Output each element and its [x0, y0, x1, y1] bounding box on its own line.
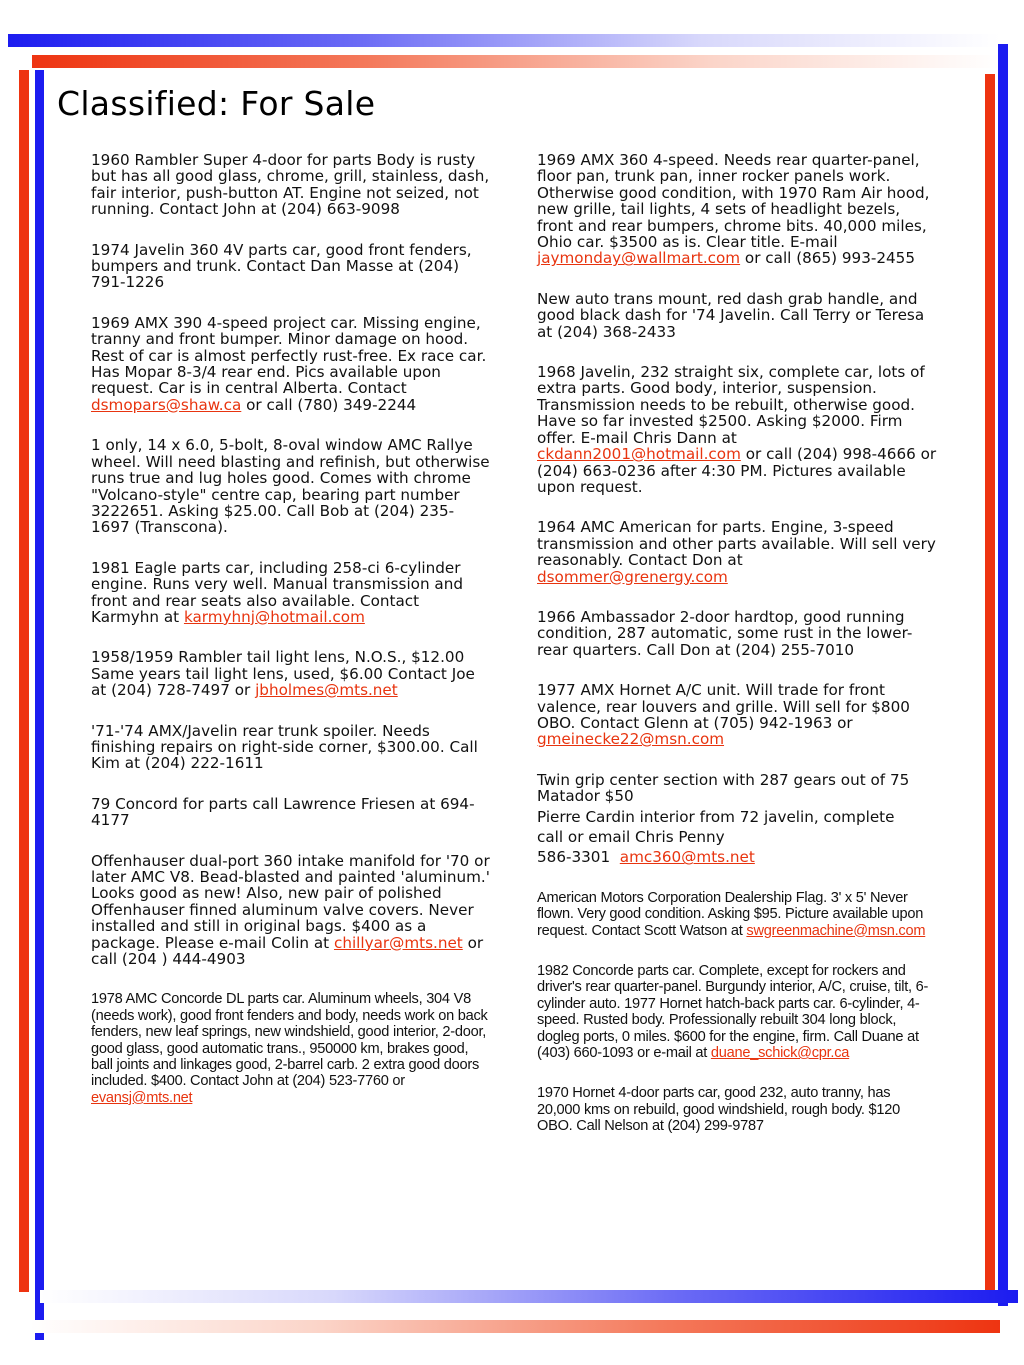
right-red-stripe [985, 74, 995, 1292]
ad-text: 1969 AMX 390 4-speed project car. Missing engine, tranny and front bumper. Minor damage on hood. Rest of car is almost perfectly rust-free. Ex race car. Has Mopar 8-3/4 rear end. Pics available upon request. Car is in central Alberta. Contact [91, 313, 487, 398]
left-ad-column [91, 152, 491, 1130]
ad-text: American Motors Corporation Dealership Flag. 3' x 5' Never flown. Very good condition. Asking $95. Picture available upon request. Contact Scott Watson at [537, 889, 924, 939]
ad-text: Offenhauser dual-port 360 intake manifold for '70 or later AMC V8. Bead-blasted and painted 'aluminum.' Looks good as new! Also, new pair of polished Offenhauser finned aluminum valve covers. Never installed and still in original bags. $400 as a package. Please e-mail Colin at [91, 851, 490, 952]
classified-ad [537, 890, 937, 939]
classified-ad [91, 649, 491, 698]
bottom-red-stripe [30, 1320, 1000, 1333]
email-link[interactable]: evansj@mts.net [91, 1089, 193, 1106]
left-red-stripe [19, 70, 29, 1292]
ad-text: 1978 AMC Concorde DL parts car. Aluminum wheels, 304 V8 (needs work), good front fenders and body, needs work on back fenders, new leaf springs, new windshield, good interior, 2-door, good glass, good automatic trans., 950000 km, brakes good, ball joints and linkages good, 2-barrel carb. 2 extra good doors included. $400. Contact John at (204) 523-7760 or [91, 991, 488, 1090]
ad-text: 1982 Concorde parts car. Complete, except for rockers and driver's rear quarter-panel. Burgundy interior, A/C, cruise, tilt, 6-cylinder auto. 1977 Hornet hatch-back parts car. 6-cylinder, 4-speed. Rusted body. Professionally rebuilt 304 long block, dogleg ports, 0 miles. $600 for the engine, firm. Call Duane at (403) 660-1093 or e-mail at [537, 963, 929, 1062]
page-title: Classified: For Sale [57, 84, 376, 123]
ad-text: 1969 AMX 360 4-speed. Needs rear quarter-panel, floor pan, trunk pan, inner rocker panels work. Otherwise good condition, with 1970 Ram Air hood, new grille, tail lights, 4 sets of headlight bezels, front and rear bumpers, chrome bits. 40,000 miles, Ohio car. $3500 as is. Clear title. E-mail [537, 151, 930, 252]
classified-ad [91, 723, 491, 772]
classified-ad [537, 291, 937, 340]
classified-ad [537, 829, 937, 845]
ad-text: New auto trans mount, red dash grab handle, and good black dash for '74 Javelin. Call Terry or Teresa at (204) 368-2433 [537, 289, 925, 341]
ad-text: 1977 AMX Hornet A/C unit. Will trade for front valence, rear louvers and grille. Will sell for $800 OBO. Contact Glenn at (705) 942-1963 or [537, 681, 910, 732]
classified-ad [537, 519, 937, 585]
classified-ad [537, 849, 937, 865]
classified-ad [91, 853, 491, 968]
email-link[interactable]: amc360@mts.net [619, 848, 755, 867]
ad-text: 1981 Eagle parts car, including 258-ci 6-cylinder engine. Runs very well. Manual transmission and front and rear seats also available. Contact Karmyhn at [91, 558, 464, 626]
classified-ad [537, 963, 937, 1061]
ad-text-after: or call (204) 998-4666 or (204) 663-0236 after 4:30 PM. Pictures available upon request. [537, 445, 937, 496]
email-link[interactable]: karmyhnj@hotmail.com [183, 607, 365, 626]
classified-ad [91, 991, 491, 1106]
ad-text: 1970 Hornet 4-door parts car, good 232, auto tranny, has 20,000 kms on rebuild, good windshield, rough body. $120 OBO. Call Nelson at (204) 299-9787 [537, 1085, 900, 1135]
email-link[interactable]: gmeinecke22@msn.com [537, 730, 725, 749]
classified-ad [537, 152, 937, 267]
classified-ad [537, 809, 937, 825]
ad-text: Twin grip center section with 287 gears out of 75 Matador $50 [537, 770, 910, 806]
ad-text: call or email Chris Penny [537, 828, 725, 846]
email-link[interactable]: dsmopars@shaw.ca [91, 395, 242, 414]
email-link[interactable]: jbholmes@mts.net [255, 681, 398, 700]
email-link[interactable]: dsommer@grenergy.com [537, 567, 728, 586]
classified-ad [91, 796, 491, 829]
classified-ad [537, 1085, 937, 1134]
ad-text-after: or call (865) 993-2455 [740, 249, 915, 268]
ad-text: 1966 Ambassador 2-door hardtop, good running condition, 287 automatic, some rust in the lower-rear quarters. Call Don at (204) 255-7010 [537, 607, 913, 659]
top-red-stripe [32, 55, 1000, 68]
ad-text-after: or call (780) 349-2244 [241, 395, 417, 414]
ad-text: '71-'74 AMX/Javelin rear trunk spoiler. Needs finishing repairs on right-side corner, $300.00. Call Kim at (204) 222-1611 [91, 721, 478, 773]
ad-text-after: or call (204 ) 444-4903 [91, 933, 484, 969]
classified-ad [537, 609, 937, 658]
classified-ad [91, 242, 491, 291]
email-link[interactable]: chillyar@mts.net [333, 933, 463, 952]
classified-ad [91, 560, 491, 626]
ad-text: 1 only, 14 x 6.0, 5-bolt, 8-oval window AMC Rallye wheel. Will need blasting and refinish, but otherwise runs true and lug holes good. Comes with chrome "Volcano-style" centre cap, bearing part number 3222651. Asking $25.00. Call Bob at (204) 235-1697 (Transcona). [91, 436, 490, 537]
right-ad-column [537, 152, 937, 1159]
ad-text: 79 Concord for parts call Lawrence Friesen at 694-4177 [91, 794, 475, 830]
ad-text: 1964 AMC American for parts. Engine, 3-speed transmission and other parts available. Will sell very reasonably. Contact Don at [537, 518, 936, 570]
classified-ad [537, 682, 937, 748]
top-blue-stripe [8, 34, 1000, 47]
classified-ad [91, 315, 491, 413]
right-blue-stripe [998, 44, 1008, 1306]
email-link[interactable]: swgreenmachine@msn.com [746, 922, 926, 939]
classified-ad [537, 364, 937, 495]
ad-text: 1968 Javelin, 232 straight six, complete car, lots of extra parts. Good body, interior, suspension. Transmission needs to be rebuilt, otherwise good. Have so far invested $2500. Asking $2000. Firm offer. E-mail Chris Dann at [537, 363, 925, 447]
classified-ad [537, 772, 937, 805]
email-link[interactable]: ckdann2001@hotmail.com [537, 445, 741, 464]
ad-text: Pierre Cardin interior from 72 javelin, complete [537, 807, 895, 826]
classified-ad [91, 152, 491, 218]
bottom-blue-stripe [40, 1290, 1018, 1303]
email-link[interactable]: duane_schick@cpr.ca [710, 1045, 850, 1062]
ad-text: 1974 Javelin 360 4V parts car, good front fenders, bumpers and trunk. Contact Dan Masse at (204) 791-1226 [91, 240, 472, 292]
ad-text: 586-3301 [537, 848, 620, 867]
ad-text: 1958/1959 Rambler tail light lens, N.O.S., $12.00 Same years tail light lens, used, $6.00 Contact Joe at (204) 728-7497 or [91, 648, 475, 700]
classified-ad [91, 437, 491, 535]
email-link[interactable]: jaymonday@wallmart.com [537, 249, 741, 268]
left-blue-stripe [35, 70, 44, 1340]
ad-text: 1960 Rambler Super 4-door for parts Body is rusty but has all good glass, chrome, grill, stainless, dash, fair interior, push-button AT. Engine not seized, not running. Contact John at (204) 663-9098 [91, 151, 490, 219]
